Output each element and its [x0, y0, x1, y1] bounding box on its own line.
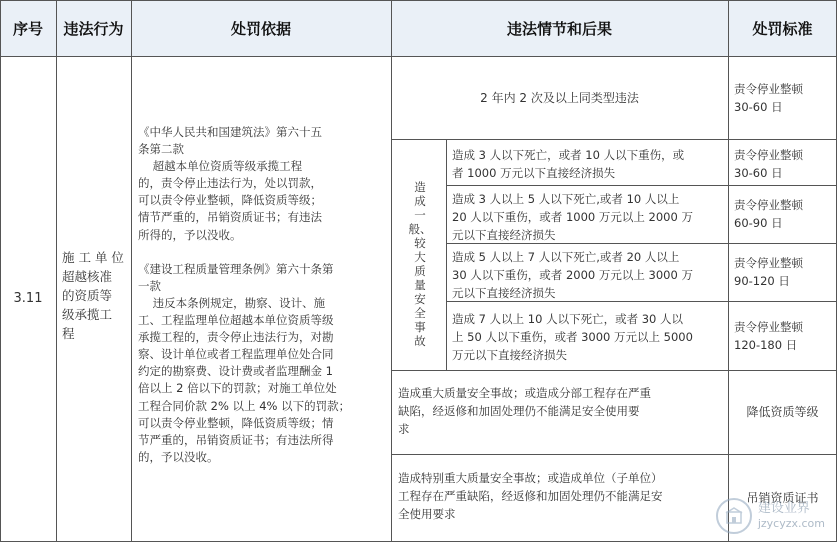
accident-group-label: 造 成 一 般、 较 大 质 量 安 全 事 故	[408, 180, 432, 348]
penalty-1: 责令停业整顿 30-60 日	[734, 148, 803, 180]
building-logo-icon	[716, 498, 752, 534]
header-violation: 违法行为	[63, 19, 124, 38]
circumstance-0: 2 年内 2 次及以上同类型违法	[480, 90, 639, 105]
header-num: 序号	[12, 19, 43, 38]
circumstance-5: 造成重大质量安全事故；或造成分部工程存在严重 缺陷，经返修和加固处理仍不能满足安全使用要 求	[398, 386, 651, 436]
violation-text: 施 工 单 位 超越核准 的资质等 级承揽工 程	[62, 250, 124, 341]
watermark-url: jzycyzx.com	[757, 517, 825, 530]
row-number: 3.11	[13, 291, 43, 306]
penalty-0: 责令停业整顿 30-60 日	[734, 82, 803, 114]
header-basis: 处罚依据	[230, 19, 291, 38]
penalty-3: 责令停业整顿 90-120 日	[734, 256, 803, 288]
penalty-4: 责令停业整顿 120-180 日	[734, 320, 803, 352]
circumstance-1: 造成 3 人以下死亡，或者 10 人以下重伤，或 者 1000 万元以下直接经济损失	[452, 148, 685, 180]
circumstance-2: 造成 3 人以上 5 人以下死亡,或者 10 人以上 20 人以下重伤，或者 1000 万元以上 2000 万 元以下直接经济损失	[452, 192, 693, 242]
circumstance-3: 造成 5 人以上 7 人以下死亡,或者 20 人以上 30 人以下重伤，或者 2000 万元以上 3000 万 元以下直接经济损失	[452, 250, 693, 300]
penalty-6: 吊销资质证书	[746, 490, 819, 505]
header-penalty: 处罚标准	[752, 19, 813, 38]
header-circumstances: 违法情节和后果	[506, 19, 612, 38]
penalty-basis-text: 《中华人民共和国建筑法》第六十五 条第二款 超越本单位资质等级承揽工程 的，责令停止违法行为，处以罚款， 可以责令停业整顿，降低资质等级； 情节严重的，吊销资质证书；有违法 所得的，予以没收。 《建设工程质量管理条例》第六十条第 一款 违反本条例规定，勘察、设计、施 工、工程监理单位超越本单位资质等级 承揽工程的，责令停止违法行为，对勘 察、设计单位或者工程监理单位处合同 约定的勘察费、设计费或者监理酬金 1 倍以上 2 倍以下的罚款；对施工单位处 工程合同价款 2% 以上 4% 以下的罚款； 可以责令停业整顿，降低资质等级；情 节严重的，吊销资质证书；有违法所得 的，予以没收。	[138, 125, 351, 464]
penalty-5: 降低资质等级	[746, 405, 819, 419]
penalty-2: 责令停业整顿 60-90 日	[734, 198, 803, 230]
watermark-title: 建设业界	[757, 501, 810, 516]
circumstance-4: 造成 7 人以上 10 人以下死亡，或者 30 人以 上 50 人以下重伤，或者 3000 万元以上 5000 万元以下直接经济损失	[452, 312, 693, 362]
circumstance-6: 造成特别重大质量安全事故；或造成单位（子单位） 工程存在严重缺陷，经返修和加固处理仍不能满足安 全使用要求	[398, 471, 663, 521]
watermark	[716, 498, 825, 534]
